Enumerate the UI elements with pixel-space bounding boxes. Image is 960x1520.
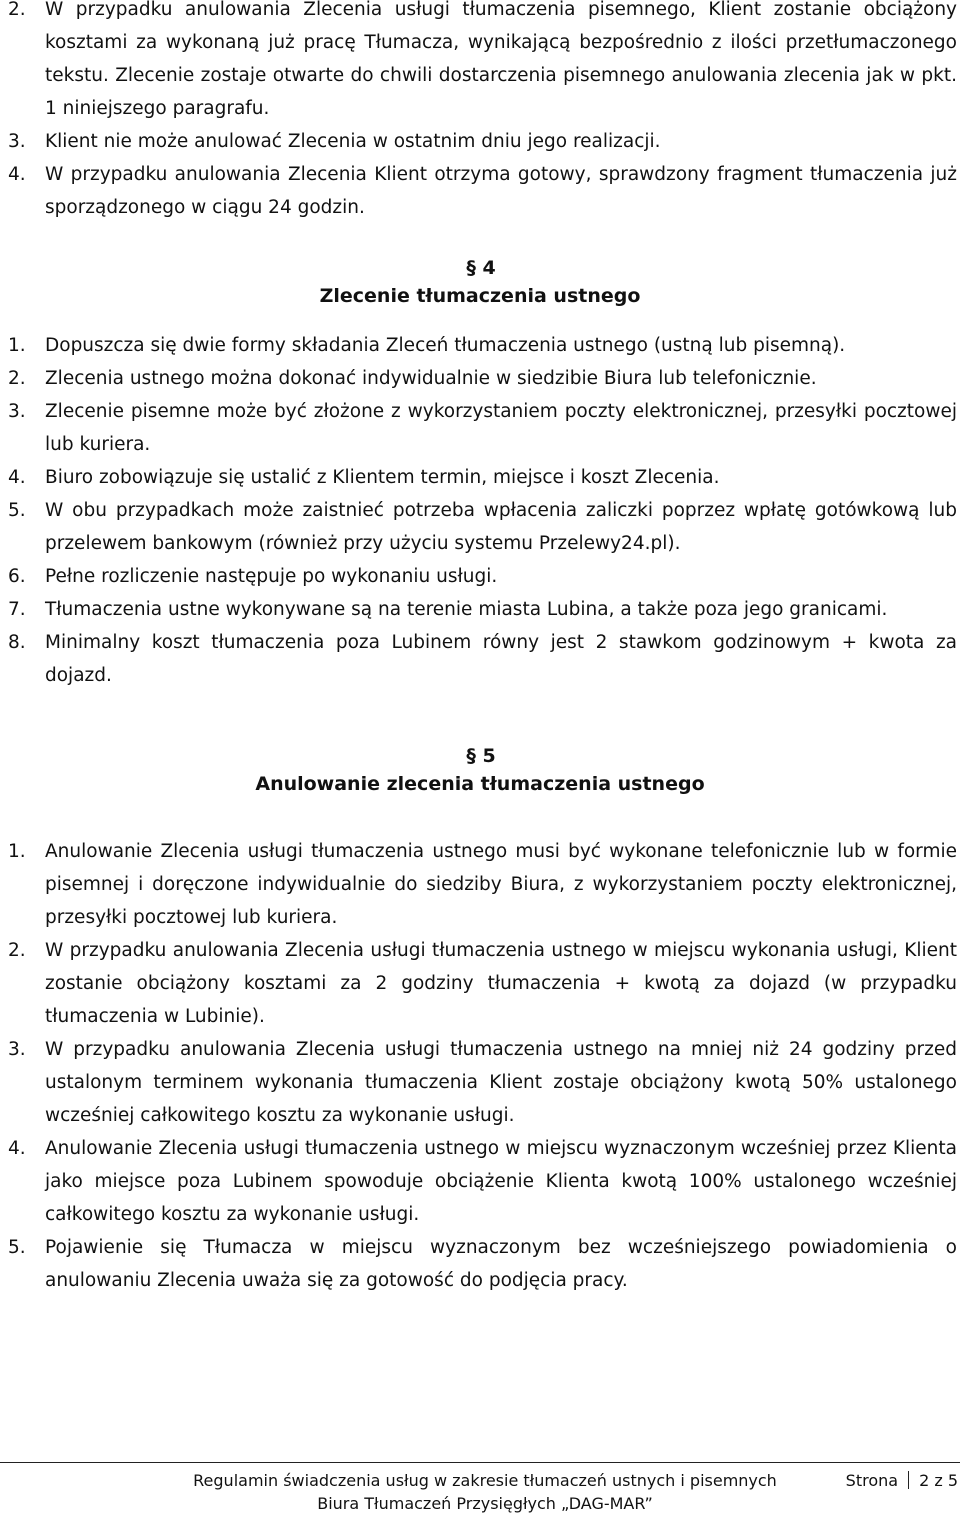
list-item	[0, 125, 957, 158]
page-label: Strona	[845, 1471, 899, 1490]
item-text: W przypadku anulowania Zlecenia usługi tłumaczenia pisemnego, Klient zostanie obciążony kosztami za wykonaną już pracę Tłumacza, wynikającą bezpośrednio z ilości przetłumaczonego tekstu. Zlecenie zostaje otwarte do chwili dostarczenia pisemnego anulowania zlecenia jak w pkt. 1 niniejszego paragrafu.	[45, 0, 957, 119]
list-item	[0, 1231, 957, 1297]
item-number: 4.	[8, 467, 26, 488]
item-number: 2.	[8, 940, 26, 961]
item-number: 1.	[8, 335, 26, 356]
section-4	[0, 255, 960, 692]
list-item	[0, 461, 957, 494]
list-item	[0, 1132, 957, 1231]
item-text: Minimalny koszt tłumaczenia poza Lubinem równy jest 2 stawkom godzinowym + kwota za dojazd.	[45, 632, 957, 686]
item-text: Zlecenie pisemne może być złożone z wykorzystaniem poczty elektronicznej, przesyłki pocztowej lub kuriera.	[45, 401, 957, 455]
list-item	[0, 560, 957, 593]
item-number: 7.	[8, 599, 26, 620]
footer-title	[190, 1469, 780, 1515]
paragraph-number: § 4	[466, 257, 496, 279]
item-number: 4.	[8, 164, 26, 185]
section-5-heading	[0, 743, 960, 799]
page-number	[846, 1469, 958, 1492]
item-text: W przypadku anulowania Zlecenia Klient otrzyma gotowy, sprawdzony fragment tłumaczenia już sporządzonego w ciągu 24 godzin.	[45, 164, 957, 218]
item-number: 1.	[8, 841, 26, 862]
item-number: 2.	[8, 368, 26, 389]
list-item	[0, 593, 957, 626]
footer-line-1: Regulamin świadczenia usług w zakresie tłumaczeń ustnych i pisemnych	[193, 1471, 777, 1490]
section-5	[0, 743, 960, 1297]
list-item	[0, 1033, 957, 1132]
list-item	[0, 626, 957, 692]
page-footer	[0, 1462, 960, 1513]
page-separator	[908, 1471, 909, 1489]
list-item	[0, 835, 957, 934]
item-number: 3.	[8, 1039, 26, 1060]
list-item	[0, 329, 957, 362]
item-text: W przypadku anulowania Zlecenia usługi tłumaczenia ustnego w miejscu wykonania usługi, Klient zostanie obciążony kosztami za 2 godziny tłumaczenia + kwotą za dojazd (w przypadku tłumaczenia w Lubinie).	[45, 940, 957, 1027]
item-text: Klient nie może anulować Zlecenia w ostatnim dniu jego realizacji.	[45, 131, 661, 152]
paragraph-number: § 5	[466, 745, 496, 767]
item-number: 3.	[8, 131, 26, 152]
item-text: Pojawienie się Tłumacza w miejscu wyznaczonym bez wcześniejszego powiadomienia o anulowaniu Zlecenia uważa się za gotowość do podjęcia pracy.	[45, 1237, 957, 1291]
item-text: Dopuszcza się dwie formy składania Zleceń tłumaczenia ustnego (ustną lub pisemną).	[45, 335, 846, 356]
list-item	[0, 395, 957, 461]
page-info: 2 z 5	[919, 1471, 958, 1490]
item-number: 6.	[8, 566, 26, 587]
item-text: Pełne rozliczenie następuje po wykonaniu usługi.	[45, 566, 498, 587]
item-text: W przypadku anulowania Zlecenia usługi tłumaczenia ustnego na mniej niż 24 godziny przed ustalonym terminem wykonania tłumaczenia Klient zostaje obciążony kwotą 50% ustalonego wcześniej całkowitego kosztu za wykonanie usługi.	[45, 1039, 957, 1126]
item-number: 2.	[8, 0, 26, 20]
item-number: 8.	[8, 632, 26, 653]
list-item	[0, 362, 957, 395]
list-item	[0, 934, 957, 1033]
item-number: 4.	[8, 1138, 26, 1159]
item-text: Zlecenia ustnego można dokonać indywidualnie w siedzibie Biura lub telefonicznie.	[45, 368, 817, 389]
section-4-heading	[0, 255, 960, 311]
list-item	[0, 158, 957, 224]
item-text: Tłumaczenia ustne wykonywane są na terenie miasta Lubina, a także poza jego granicami.	[45, 599, 888, 620]
item-number: 3.	[8, 401, 26, 422]
item-text: Anulowanie Zlecenia usługi tłumaczenia ustnego w miejscu wyznaczonym wcześniej przez Klienta jako miejsce poza Lubinem spowoduje obciążenie Klienta kwotą 100% ustalonego wcześniej całkowitego kosztu za wykonanie usługi.	[45, 1138, 957, 1225]
item-text: Anulowanie Zlecenia usługi tłumaczenia ustnego musi być wykonane telefonicznie lub w formie pisemnej i doręczone indywidualnie do siedziby Biura, z wykorzystaniem poczty elektronicznej, przesyłki pocztowej lub kuriera.	[45, 841, 957, 928]
section-title: Anulowanie zlecenia tłumaczenia ustnego	[255, 773, 705, 795]
list-item	[0, 494, 957, 560]
item-number: 5.	[8, 1237, 26, 1258]
footer-line-2: Biura Tłumaczeń Przysięgłych „DAG-MAR”	[317, 1494, 653, 1513]
item-text: Biuro zobowiązuje się ustalić z Klientem termin, miejsce i koszt Zlecenia.	[45, 467, 720, 488]
item-text: W obu przypadkach może zaistnieć potrzeba wpłacenia zaliczki poprzez wpłatę gotówkową lub przelewem bankowym (również przy użyciu systemu Przelewy24.pl).	[45, 500, 957, 554]
section-title: Zlecenie tłumaczenia ustnego	[319, 285, 641, 307]
list-item	[0, 0, 957, 125]
item-number: 5.	[8, 500, 26, 521]
previous-section-continuation	[0, 0, 957, 224]
